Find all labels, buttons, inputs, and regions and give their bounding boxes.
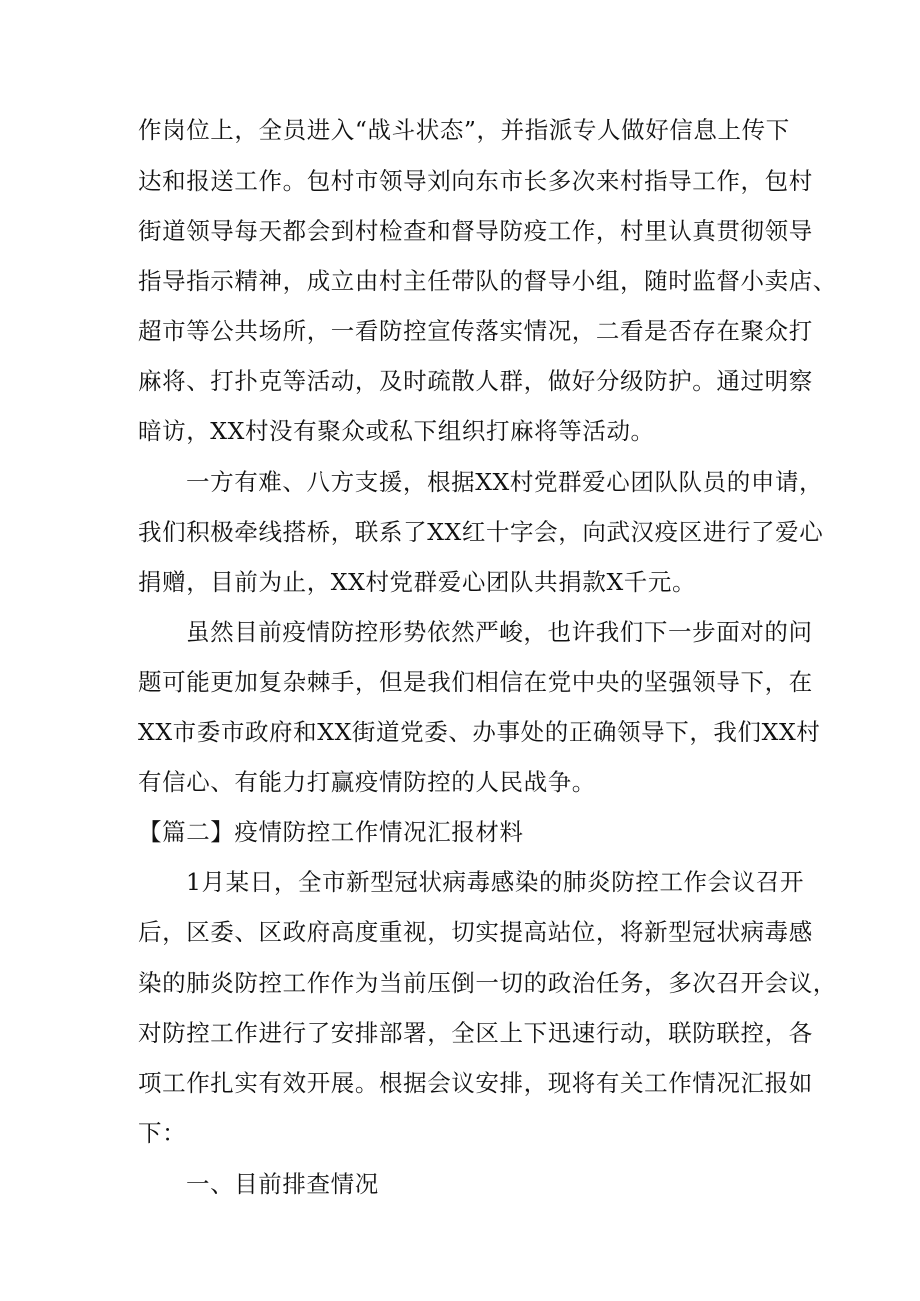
section-heading: 【篇二】疫情防控工作情况汇报材料 — [138, 818, 524, 846]
text-line: 虽然目前疫情防控形势依然严峻，也许我们下一步面对的问 — [186, 618, 813, 646]
text-line: 捐赠，目前为止，XX村党群爱心团队共捐款X千元。 — [138, 568, 697, 596]
text-line: 对防控工作进行了安排部署，全区上下迅速行动，联防联控，各 — [138, 1019, 813, 1047]
subsection-heading: 一、目前排查情况 — [186, 1170, 379, 1198]
text-line: XX市委市政府和XX街道党委、办事处的正确领导下，我们XX村 — [138, 718, 821, 746]
text-line: 染的肺炎防控工作作为当前压倒一切的政治任务，多次召开会议， — [138, 969, 837, 997]
text-line: 有信心、有能力打赢疫情防控的人民战争。 — [138, 768, 596, 796]
text-line: 项工作扎实有效开展。根据会议安排，现将有关工作情况汇报如 — [138, 1069, 813, 1097]
text-line: 1月某日，全市新型冠状病毒感染的肺炎防控工作会议召开 — [186, 868, 805, 896]
text-line: 后，区委、区政府高度重视，切实提高站位，将新型冠状病毒感 — [138, 918, 813, 946]
text-line: 一方有难、八方支援，根据XX村党群爱心团队队员的申请， — [186, 468, 824, 496]
text-line: 暗访，XX村没有聚众或私下组织打麻将等活动。 — [138, 417, 655, 445]
text-line: 作岗位上，全员进入“战斗状态”，并指派专人做好信息上传下 — [138, 116, 790, 144]
text-line: 超市等公共场所，一看防控宣传落实情况，二看是否存在聚众打 — [138, 317, 813, 345]
text-line: 我们积极牵线搭桥，联系了XX红十字会，向武汉疫区进行了爱心 — [138, 518, 824, 546]
text-line: 下： — [138, 1119, 187, 1147]
text-line: 麻将、打扑克等活动，及时疏散人群，做好分级防护。通过明察 — [138, 367, 813, 395]
text-line: 街道领导每天都会到村检查和督导防疫工作，村里认真贯彻领导 — [138, 217, 813, 245]
text-line: 指导指示精神，成立由村主任带队的督导小组，随时监督小卖店、 — [138, 267, 837, 295]
text-line: 题可能更加复杂棘手，但是我们相信在党中央的坚强领导下，在 — [138, 668, 813, 696]
text-line: 达和报送工作。包村市领导刘向东市长多次来村指导工作，包村 — [138, 167, 813, 195]
